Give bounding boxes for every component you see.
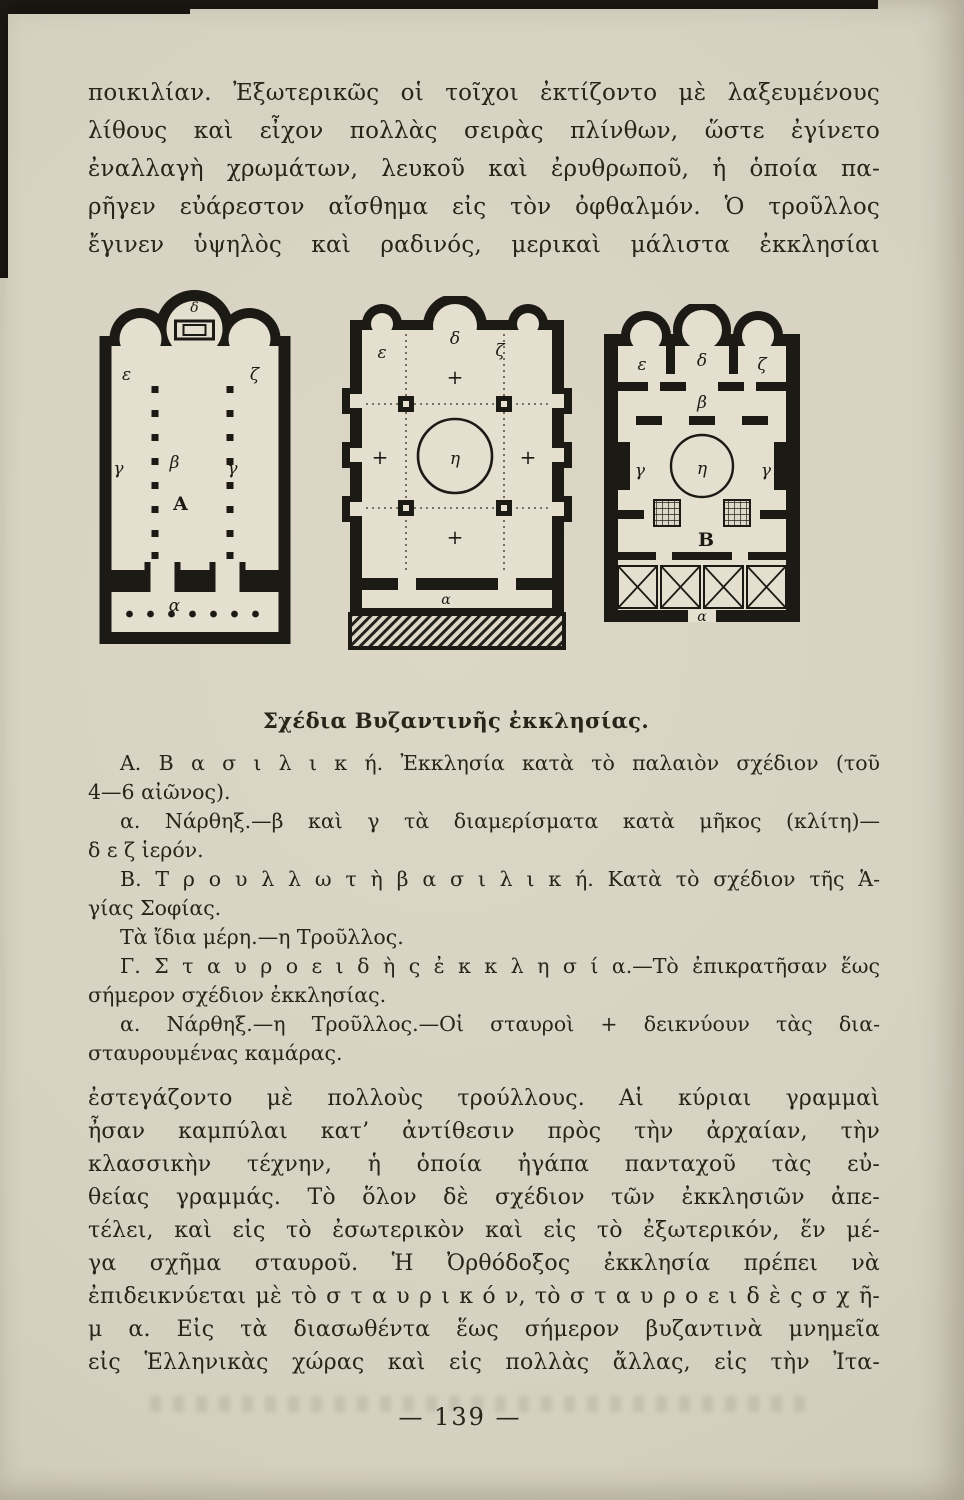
label-delta: δ	[190, 300, 199, 316]
text-line: γα σχῆμα σταυροῦ. Ἡ Ὀρθόδοξος ἐκκλησία πρέπει νὰ	[88, 1251, 880, 1276]
label-alpha: α	[441, 592, 451, 608]
text-line: Τὰ ἴδια μέρη.—η Τροῦλλος.	[120, 925, 404, 949]
cross-vault-mark-bottom: +	[446, 525, 464, 549]
text-line: λίθους καὶ εἶχον πολλὰς σειρὰς πλίνθων, ὥστε ἐγίνετο	[88, 118, 880, 144]
text-line: 4—6 αἰῶνος).	[88, 780, 231, 804]
label-gamma-right: γ	[760, 461, 772, 481]
legend-item-same-parts	[88, 923, 880, 952]
scan-artifact-left	[0, 0, 8, 278]
text-line: τέλει, καὶ εἰς τὸ ἐσωτερικὸν καὶ εἰς τὸ ἐξωτερικόν, ἕν μέ-	[88, 1218, 880, 1243]
plan-domed-basilica-b	[342, 296, 572, 652]
label-eta-dome: η	[696, 459, 708, 479]
page-number: — 139 —	[398, 1403, 522, 1431]
text-line: εἰς Ἑλληνικὰς χώρας καὶ εἰς πολλὰς ἄλλας, εἰς τὴν Ἰτα-	[88, 1350, 880, 1375]
plan-basilica-a	[92, 284, 298, 646]
label-eta-dome: η	[449, 449, 461, 469]
label-alpha: α	[697, 609, 707, 625]
legend-item-domed-basilica	[88, 865, 880, 923]
label-zeta: ζ	[249, 365, 260, 385]
label-delta: δ	[696, 351, 708, 371]
plan-cruciform-church-c	[596, 304, 808, 658]
figure-caption: Σχέδια Βυζαντινῆς ἐκκλησίας.	[262, 708, 650, 733]
scan-artifact-top-left	[0, 0, 190, 14]
legend-item-cruciform	[88, 952, 880, 1010]
plan-b-exonarthex-hatched	[350, 614, 564, 648]
text-line: ἦσαν καμπύλαι κατ’ ἀντίθεσιν πρὸς τὴν ἀρχαίαν, τὴν	[88, 1119, 880, 1144]
label-delta: δ	[449, 329, 461, 349]
label-zeta: ζ	[495, 341, 505, 361]
label-beta: β	[697, 393, 707, 413]
text-line: Α. Β α σ ι λ ι κ ή. Ἐκκλησία κατὰ τὸ παλαιὸν σχέδιον (τοῦ	[120, 751, 880, 775]
text-line: ποικιλίαν. Ἐξωτερικῶς οἱ τοῖχοι ἐκτίζοντο μὲ λαξευμένους	[88, 80, 880, 106]
text-line: ἔγινεν ὑψηλὸς καὶ ραδινός, μερικαὶ μάλιστα ἐκκλησίαι	[88, 232, 880, 258]
label-epsilon: ε	[121, 365, 132, 385]
legend-item-cruciform-parts	[88, 1010, 880, 1068]
figure-church-plans	[88, 284, 880, 678]
text-line: θείας γραμμάς. Τὸ ὅλον δὲ σχέδιον τῶν ἐκκλησιῶν ἀπε-	[88, 1185, 880, 1210]
text-line: ρῆγεν εὐάρεστον αἴσθημα εἰς τὸν ὀφθαλμόν. Ὁ τροῦλλος	[88, 194, 880, 220]
label-plan-identifier-a: A	[173, 493, 188, 515]
text-line: δ ε ζ ἱερόν.	[88, 838, 204, 862]
label-beta: β	[169, 453, 180, 473]
legend-item-basilica	[88, 749, 880, 807]
cross-vault-mark-left: +	[371, 445, 389, 469]
label-plan-identifier-b: B	[697, 529, 715, 551]
paragraph-bottom	[88, 1082, 880, 1379]
text-line: α. Νάρθηξ.—β καὶ γ τὰ διαμερίσματα κατὰ μῆκος (κλίτη)—	[120, 809, 880, 833]
text-line: Β. Τ ρ ο υ λ λ ω τ ὴ β α σ ι λ ι κ ή. Κατὰ τὸ σχέδιον τῆς Ἁ-	[120, 867, 880, 891]
label-epsilon: ε	[377, 343, 387, 363]
text-line: σήμερον σχέδιον ἐκκλησίας.	[88, 983, 387, 1007]
label-zeta: ζ	[757, 355, 767, 375]
figure-legend	[88, 749, 880, 1068]
cross-vault-mark-top: +	[446, 365, 464, 389]
text-line: κλασσικὴν τέχνην, ἡ ὁποία ἠγάπα πανταχοῦ τὰς εὐ-	[88, 1152, 880, 1177]
text-line: ἐστεγάζοντο μὲ πολλοὺς τρούλλους. Αἱ κύριαι γραμμαὶ	[88, 1086, 880, 1111]
text-line: Γ. Σ τ α υ ρ ο ε ι δ ὴ ς ἐ κ κ λ η σ ί α.—Τὸ ἐπικρατῆσαν ἕως	[120, 954, 880, 978]
text-line: α. Νάρθηξ.—η Τροῦλλος.—Οἱ σταυροὶ + δεικνύουν τὰς δια-	[120, 1012, 880, 1036]
label-gamma-left: γ	[634, 461, 646, 481]
legend-item-basilica-parts	[88, 807, 880, 865]
paragraph-top	[88, 74, 880, 264]
text-line: σταυρουμένας καμάρας.	[88, 1041, 343, 1065]
cross-vault-mark-right: +	[519, 445, 537, 469]
label-gamma-left: γ	[113, 459, 124, 479]
text-line: ἐναλλαγὴ χρωμάτων, λευκοῦ καὶ ἐρυθρωποῦ, ἡ ὁποία πα-	[88, 156, 880, 182]
label-epsilon: ε	[637, 355, 647, 375]
page-content	[88, 74, 880, 1431]
plan-a-altar	[176, 321, 214, 339]
label-gamma-right: γ	[227, 459, 238, 479]
label-alpha: α	[168, 596, 181, 616]
text-line: ἐπιδεικνύεται μὲ τὸ σ τ α υ ρ ι κ ό ν, τὸ σ τ α υ ρ ο ε ι δ ὲ ς σ χ ῆ-	[88, 1284, 880, 1309]
text-line: γίας Σοφίας.	[88, 896, 222, 920]
text-line: μ α. Εἰς τὰ διασωθέντα ἕως σήμερον βυζαντινὰ μνημεῖα	[88, 1317, 880, 1342]
